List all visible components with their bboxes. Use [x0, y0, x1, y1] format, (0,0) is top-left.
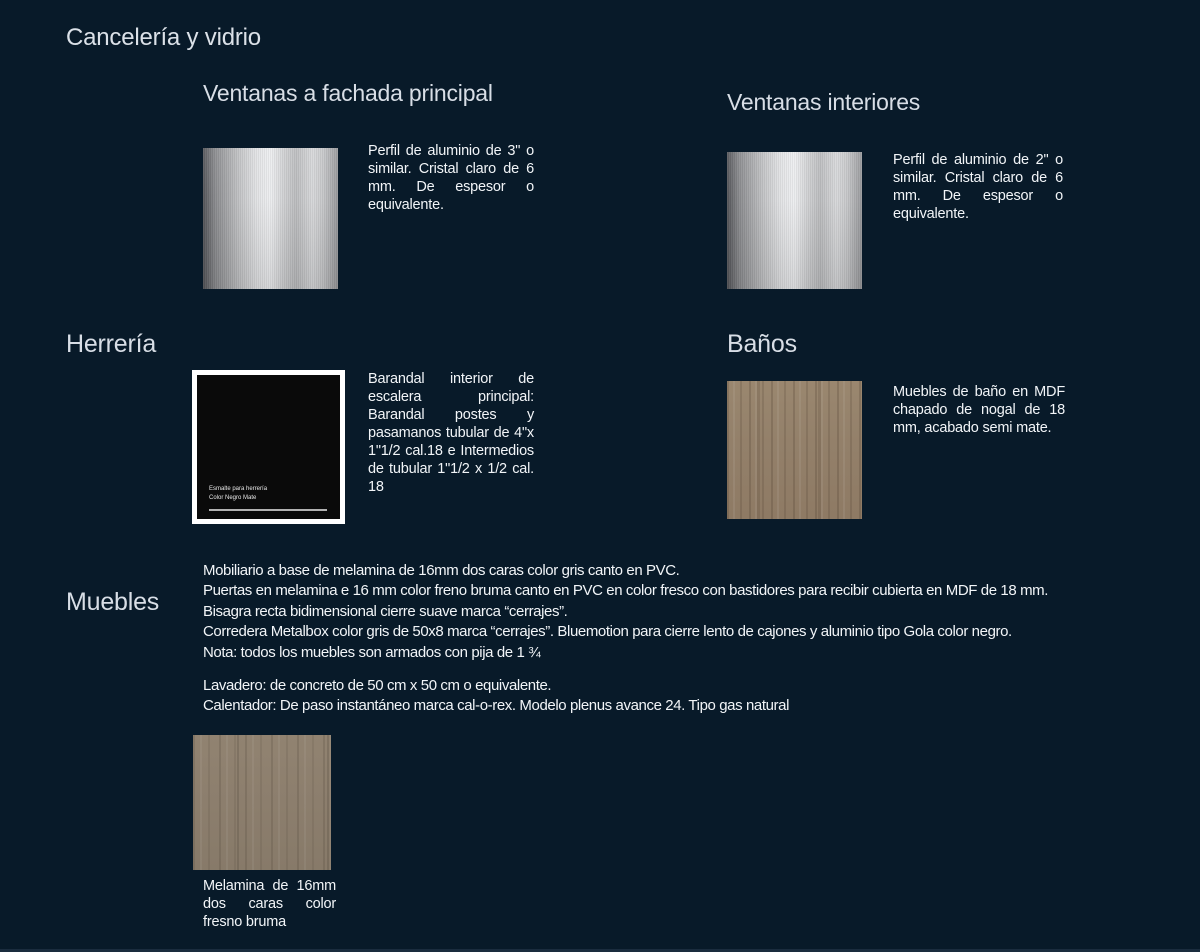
muebles-paragraph-line: Mobiliario a base de melamina de 16mm dos caras color gris canto en PVC. — [203, 562, 680, 579]
product-fineprint-line — [209, 509, 327, 511]
muebles-paragraph-line: Calentador: De paso instantáneo marca cal-o-rex. Modelo plenus avance 24. Tipo gas natural — [203, 697, 790, 715]
muebles-paragraph — [203, 561, 1048, 663]
muebles-paragraph-line: Corredera Metalbox color gris de 50x8 marca “cerrajes”. Bluemotion para cierre lento de cajones y aluminio tipo Gola color negro. — [203, 623, 1012, 641]
muebles-paragraph-2 — [203, 676, 789, 717]
black-paint-product-image — [192, 370, 345, 524]
section-heading-ventanas-fachada: Ventanas a fachada principal — [203, 80, 493, 106]
section-heading-banos: Baños — [727, 330, 797, 358]
product-caption-line-1: Esmalte para herrería — [209, 486, 268, 492]
product-caption-line-2: Color Negro Mate — [209, 495, 257, 501]
aluminum-texture-image-fachada — [203, 148, 338, 289]
description-herreria: Barandal interior de escalera principal: Barandal postes y pasamanos tubular de 4"x 1"1/2 cal.18 e Intermedios de tubular 1"1/2 x 1/2 cal. 18 — [368, 371, 534, 495]
muebles-paragraph-line: Nota: todos los muebles son armados con pija de 1 ¾ — [203, 643, 541, 661]
page-title: Cancelería y vidrio — [66, 24, 261, 51]
muebles-paragraph-line: Puertas en melamina e 16 mm color freno bruma canto en PVC en color fresco con bastidores para recibir cubierta en MDF de 18 mm. — [203, 582, 1049, 600]
description-ventanas-interiores: Perfil de aluminio de 2" o similar. Cristal claro de 6 mm. De espesor o equivalente. — [893, 152, 1063, 222]
melamine-texture-image — [193, 735, 331, 870]
muebles-paragraph-line: Lavadero: de concreto de 50 cm x 50 cm o equivalente. — [203, 677, 552, 694]
walnut-texture-image — [727, 381, 862, 519]
description-ventanas-fachada: Perfil de aluminio de 3" o similar. Cristal claro de 6 mm. De espesor o equivalente. — [368, 143, 534, 213]
melamine-sample-caption: Melamina de 16mm dos caras color fresno bruma — [203, 878, 336, 930]
description-banos: Muebles de baño en MDF chapado de nogal de 18 mm, acabado semi mate. — [893, 384, 1065, 436]
section-heading-ventanas-interiores: Ventanas interiores — [727, 89, 921, 115]
aluminum-texture-image-interiores — [727, 152, 862, 289]
paint-swatch — [197, 375, 340, 519]
section-heading-muebles: Muebles — [66, 588, 160, 616]
section-heading-herreria: Herrería — [66, 330, 157, 358]
muebles-paragraph-line: Bisagra recta bidimensional cierre suave marca “cerrajes”. — [203, 602, 568, 620]
